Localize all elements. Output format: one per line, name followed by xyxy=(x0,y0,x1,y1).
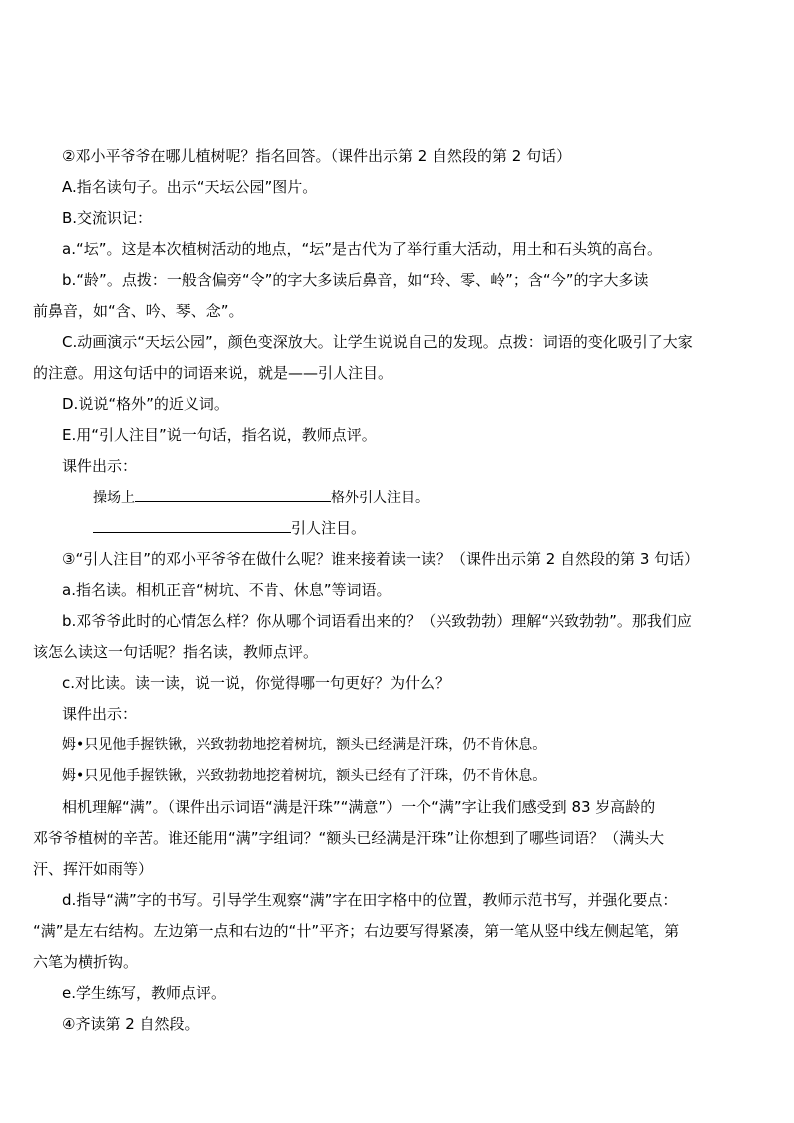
paragraph-line: 该怎么读这一句话呢？指名读，教师点评。 xyxy=(33,643,319,661)
paragraph-line: a.“坛”。这是本次植树活动的地点，“坛”是古代为了举行重大活动，用土和石头筑的高台。 xyxy=(62,240,663,258)
paragraph-line: 课件出示： xyxy=(62,457,138,475)
paragraph-line: D.说说“格外”的近义词。 xyxy=(62,395,229,413)
paragraph-line: E.用“引人注目”说一句话，指名说，教师点评。 xyxy=(62,426,377,444)
paragraph-line: 的注意。用这句话中的词语来说，就是——引人注目。 xyxy=(33,364,394,382)
paragraph-line: c.对比读。读一读，说一说，你觉得哪一句更好？为什么？ xyxy=(62,674,451,692)
paragraph-line: 邓爷爷植树的辛苦。谁还能用“满”字组词？“额头已经满是汗珠”让你想到了哪些词语？（满头大 xyxy=(33,829,665,847)
comparison-sentence-1: 姆•只见他手握铁锹，兴致勃勃地挖着树坑，额头已经满是汗珠，仍不肯休息。 xyxy=(62,737,547,753)
fill-in-sentence-1 xyxy=(93,487,429,508)
fill-in-sentence-2 xyxy=(93,518,366,538)
paragraph-line: ③“引人注目”的邓小平爷爷在做什么呢？谁来接着读一读？（课件出示第 2 自然段的第 3 句话） xyxy=(62,550,700,568)
paragraph-line: C.动画演示“天坛公园”，颜色变深放大。让学生说说自己的发现。点拨：词语的变化吸引了大家 xyxy=(62,333,693,351)
paragraph-line: e.学生练写，教师点评。 xyxy=(62,984,226,1002)
paragraph-line: d.指导“满”字的书写。引导学生观察“满”字在田字格中的位置，教师示范书写，并强化要点： xyxy=(62,891,678,909)
paragraph-line: 相机理解“满”。（课件出示词语“满是汗珠”“满意”）一个“满”字让我们感受到 83 岁高龄的 xyxy=(62,798,656,816)
paragraph-line: 汗、挥汗如雨等） xyxy=(33,860,154,878)
sentence-start: 操场上 xyxy=(93,490,135,506)
sentence-end: 引人注目。 xyxy=(291,519,367,537)
paragraph-line: B.交流识记： xyxy=(62,209,153,227)
paragraph-line: 六笔为横折钩。 xyxy=(33,953,139,971)
paragraph-line: ②邓小平爷爷在哪儿植树呢？指名回答。（课件出示第 2 自然段的第 2 句话） xyxy=(62,147,572,165)
paragraph-line: ④齐读第 2 自然段。 xyxy=(62,1015,200,1033)
paragraph-line: 前鼻音，如“含、吟、琴、念”。 xyxy=(33,302,244,320)
fill-blank-1 xyxy=(135,487,331,502)
paragraph-line: A.指名读句子。出示“天坛公园”图片。 xyxy=(62,178,318,196)
paragraph-line: 课件出示： xyxy=(62,705,138,723)
comparison-sentence-2: 姆•只见他手握铁锹，兴致勃勃地挖着树坑，额头已经有了汗珠，仍不肯休息。 xyxy=(62,768,547,784)
paragraph-line: b.邓爷爷此时的心情怎么样？你从哪个词语看出来的？（兴致勃勃）理解“兴致勃勃”。那我们应 xyxy=(62,612,692,630)
fill-blank-2 xyxy=(93,518,291,533)
paragraph-line: b.“龄”。点拨：一般含偏旁“令”的字大多读后鼻音，如“玲、零、岭”；含“今”的字大多读 xyxy=(62,271,649,289)
paragraph-line: a.指名读。相机正音“树坑、不肯、休息”等词语。 xyxy=(62,581,392,599)
sentence-end: 格外引人注目。 xyxy=(331,490,429,506)
paragraph-line: “满”是左右结构。左边第一点和右边的“卄”平齐；右边要写得紧凑，第一笔从竖中线左侧起笔，第 xyxy=(33,922,680,940)
